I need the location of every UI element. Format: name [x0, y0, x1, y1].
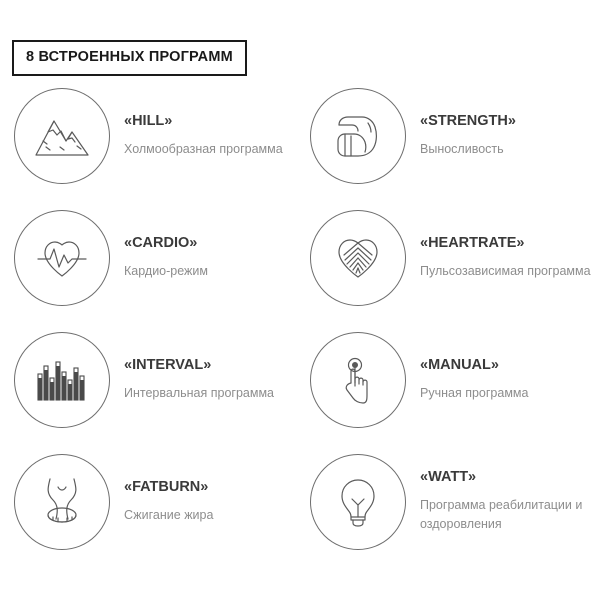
title-box-inner	[26, 50, 233, 65]
program-badge	[14, 88, 110, 184]
mountain-icon	[33, 111, 91, 161]
program-desc: Кардио-режим	[124, 263, 208, 278]
program-name: «FATBURN»	[124, 479, 209, 496]
program-desc: Интервальная программа	[124, 385, 275, 400]
program-item-hill	[0, 88, 300, 184]
program-name: «CARDIO»	[124, 235, 198, 252]
program-desc: Программа реабилитации и оздоровления	[420, 497, 583, 532]
program-item-strength	[300, 88, 600, 184]
waist-measure-icon	[36, 475, 88, 529]
program-name: «HEARTRATE»	[420, 235, 525, 252]
programs-grid	[0, 88, 600, 576]
program-badge	[310, 210, 406, 306]
program-badge	[14, 332, 110, 428]
program-labels	[124, 357, 274, 403]
program-badge	[14, 454, 110, 550]
program-desc: Выносливость	[420, 141, 504, 156]
program-item-watt	[300, 454, 600, 550]
program-labels	[124, 479, 213, 525]
programs-row	[0, 88, 600, 210]
program-item-fatburn	[0, 454, 300, 550]
program-item-heartrate	[300, 210, 600, 306]
program-labels	[420, 357, 528, 403]
program-name: «WATT»	[420, 469, 477, 486]
program-labels	[124, 235, 208, 281]
program-desc: Ручная программа	[420, 385, 529, 400]
program-labels	[420, 113, 516, 159]
program-desc: Холмообразная программа	[124, 141, 283, 156]
program-badge	[14, 210, 110, 306]
program-badge	[310, 88, 406, 184]
programs-row	[0, 332, 600, 454]
program-labels	[124, 113, 283, 159]
program-item-interval	[0, 332, 300, 428]
title-box	[12, 40, 247, 76]
program-badge	[310, 454, 406, 550]
program-name: «STRENGTH»	[420, 113, 516, 130]
heart-pulse-icon	[34, 233, 90, 283]
light-bulb-icon	[335, 475, 381, 529]
program-desc: Пульсозависимая программа	[420, 263, 591, 278]
programs-row	[0, 454, 600, 576]
program-item-cardio	[0, 210, 300, 306]
program-badge	[310, 332, 406, 428]
hand-touch-icon	[334, 353, 382, 407]
program-name: «INTERVAL»	[124, 357, 212, 374]
program-labels	[420, 235, 591, 281]
programs-row	[0, 210, 600, 332]
program-labels	[420, 469, 595, 534]
heart-striped-icon	[333, 234, 383, 282]
program-desc: Сжигание жира	[124, 507, 214, 522]
page-title: 8 ВСТРОЕННЫХ ПРОГРАММ	[26, 49, 233, 65]
program-item-manual	[300, 332, 600, 428]
program-name: «HILL»	[124, 113, 173, 130]
flexed-biceps-icon	[332, 111, 384, 161]
bar-chart-icon	[34, 356, 90, 404]
program-name: «MANUAL»	[420, 357, 499, 374]
